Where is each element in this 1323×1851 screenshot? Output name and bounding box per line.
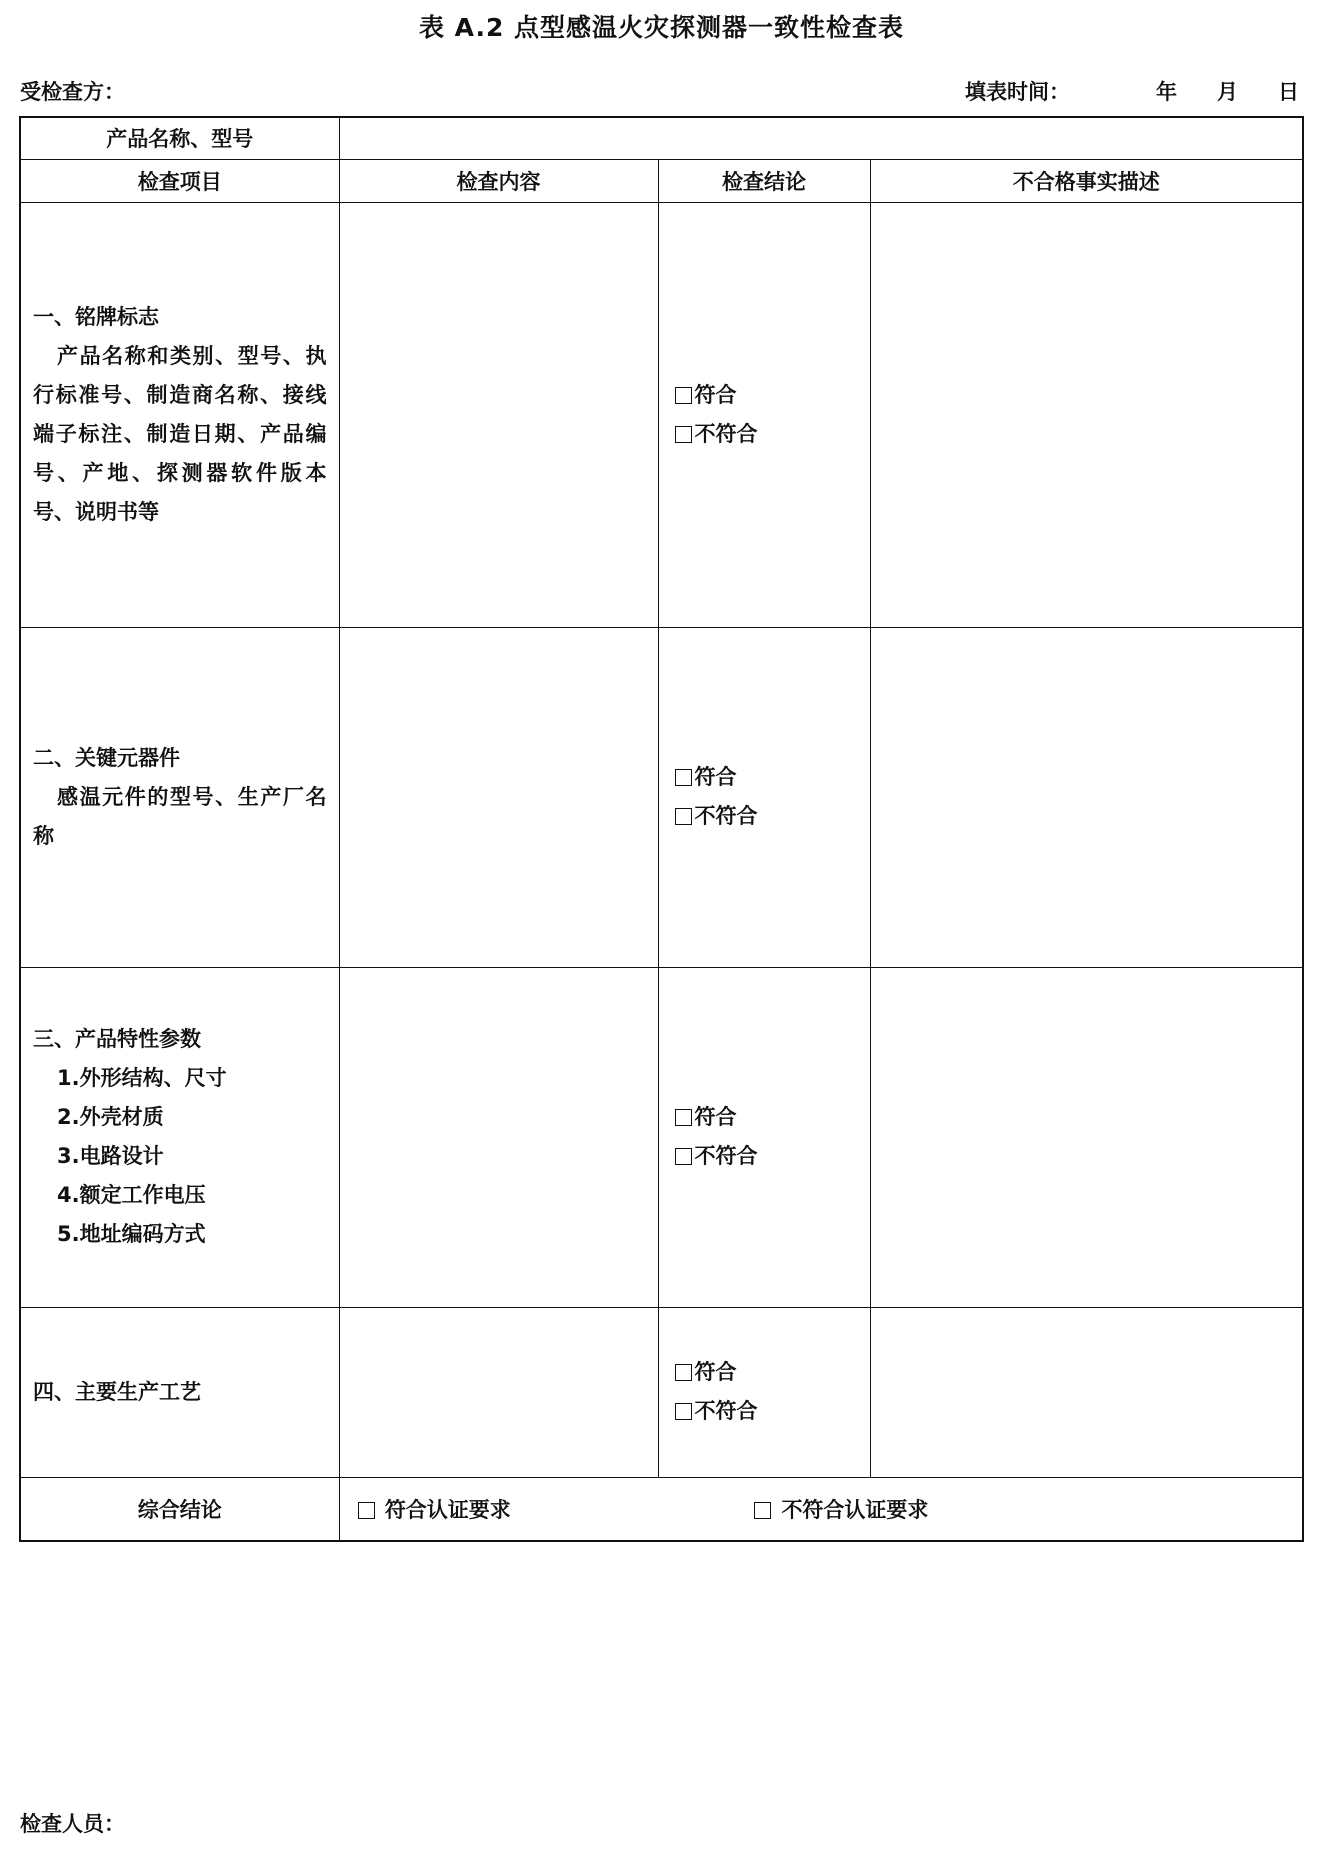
conform-option[interactable] xyxy=(675,376,870,415)
nonconform-label: 不符合 xyxy=(694,804,758,828)
final-conform-label: 符合认证要求 xyxy=(384,1497,511,1522)
nonconformity-cell[interactable] xyxy=(870,1307,1303,1477)
final-nonconform-label: 不符合认证要求 xyxy=(781,1497,929,1522)
header-content: 检查内容 xyxy=(339,159,658,202)
nonconform-option[interactable] xyxy=(675,797,870,836)
item-desc: 感温元件的型号、生产厂名称 xyxy=(33,784,327,848)
nonconform-label: 不符合 xyxy=(694,421,758,446)
nonconformity-cell[interactable] xyxy=(870,202,1303,627)
product-name-row xyxy=(20,117,1303,159)
final-conform-option[interactable] xyxy=(358,1494,511,1524)
checkbox-icon[interactable] xyxy=(754,1502,771,1519)
checkbox-icon[interactable] xyxy=(675,769,692,786)
conclusion-cell xyxy=(658,202,870,627)
inspected-party-label: 受检查方： xyxy=(20,80,125,104)
checkbox-icon[interactable] xyxy=(675,1148,692,1165)
checkbox-icon[interactable] xyxy=(675,808,692,825)
item-cell xyxy=(20,202,339,627)
table-row xyxy=(20,1307,1303,1477)
conform-label: 符合 xyxy=(694,382,737,407)
date-month: 月 xyxy=(1217,80,1238,104)
nonconform-label: 不符合 xyxy=(694,1399,758,1423)
conform-label: 符合 xyxy=(694,1105,737,1129)
content-cell[interactable] xyxy=(339,627,658,967)
nonconform-option[interactable] xyxy=(675,415,870,454)
header-item: 检查项目 xyxy=(20,159,339,202)
table-row xyxy=(20,202,1303,627)
nonconformity-cell[interactable] xyxy=(870,627,1303,967)
header-nonconformity: 不合格事实描述 xyxy=(870,159,1303,202)
param-item: 2.外壳材质 xyxy=(57,1105,164,1129)
conform-label: 符合 xyxy=(694,765,737,789)
nonconform-label: 不符合 xyxy=(694,1144,758,1168)
param-item: 1.外形结构、尺寸 xyxy=(57,1066,227,1090)
inspection-table xyxy=(19,116,1304,1542)
content-cell[interactable] xyxy=(339,202,658,627)
header-conclusion: 检查结论 xyxy=(658,159,870,202)
conform-label: 符合 xyxy=(694,1360,737,1384)
content-cell[interactable] xyxy=(339,1307,658,1477)
checkbox-icon[interactable] xyxy=(358,1502,375,1519)
nonconform-option[interactable] xyxy=(675,1137,870,1176)
item-heading: 三、产品特性参数 xyxy=(33,1027,201,1051)
checkbox-icon[interactable] xyxy=(675,387,692,404)
item-cell xyxy=(20,627,339,967)
item-heading: 一、铭牌标志 xyxy=(33,304,159,329)
conform-option[interactable] xyxy=(675,758,870,797)
nonconformity-cell[interactable] xyxy=(870,967,1303,1307)
item-heading: 四、主要生产工艺 xyxy=(33,1379,201,1404)
final-conclusion-options xyxy=(339,1477,1303,1541)
conclusion-cell xyxy=(658,1307,870,1477)
checkbox-icon[interactable] xyxy=(675,1403,692,1420)
checkbox-icon[interactable] xyxy=(675,1109,692,1126)
product-name-field[interactable] xyxy=(339,117,1303,159)
inspector-label: 检查人员： xyxy=(20,1812,125,1836)
header-row xyxy=(20,159,1303,202)
product-name-label: 产品名称、型号 xyxy=(20,117,339,159)
date-year: 年 xyxy=(1156,80,1177,104)
final-conclusion-row xyxy=(20,1477,1303,1541)
table-row xyxy=(20,627,1303,967)
date-day: 日 xyxy=(1278,80,1299,104)
param-item: 3.电路设计 xyxy=(57,1144,164,1168)
content-cell[interactable] xyxy=(339,967,658,1307)
param-item: 5.地址编码方式 xyxy=(57,1222,206,1246)
item-heading: 二、关键元器件 xyxy=(33,745,180,770)
item-cell xyxy=(20,967,339,1307)
checkbox-icon[interactable] xyxy=(675,1364,692,1381)
item-cell xyxy=(20,1307,339,1477)
fill-time-label: 填表时间： xyxy=(965,80,1070,104)
final-conclusion-label: 综合结论 xyxy=(20,1477,339,1541)
conclusion-cell xyxy=(658,967,870,1307)
checkbox-icon[interactable] xyxy=(675,426,692,443)
fill-time xyxy=(965,76,1299,106)
document-title: 表 A.2 点型感温火灾探测器一致性检查表 xyxy=(418,13,905,42)
conclusion-cell xyxy=(658,627,870,967)
param-item: 4.额定工作电压 xyxy=(57,1183,206,1207)
conform-option[interactable] xyxy=(675,1098,870,1137)
final-nonconform-option[interactable] xyxy=(754,1494,928,1524)
nonconform-option[interactable] xyxy=(675,1392,870,1431)
table-row xyxy=(20,967,1303,1307)
conform-option[interactable] xyxy=(675,1353,870,1392)
item-desc: 产品名称和类别、型号、执行标准号、制造商名称、接线端子标注、制造日期、产品编号、产地、探测器软件版本号、说明书等 xyxy=(33,343,327,524)
